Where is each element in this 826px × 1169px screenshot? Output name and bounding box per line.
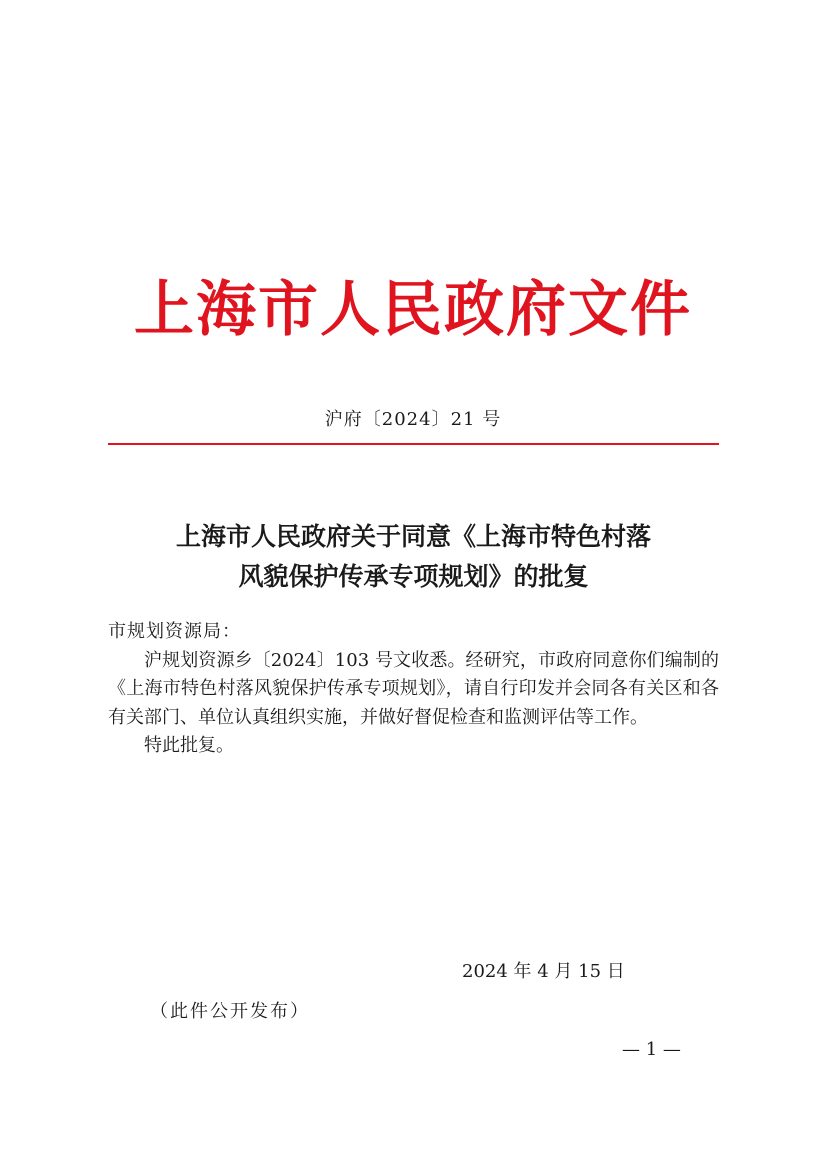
document-body (108, 618, 719, 761)
document-masthead: 上海市人民政府文件 (134, 275, 692, 345)
document-title-line-2: 风貌保护传承专项规划》的批复 (238, 562, 589, 591)
red-divider-line (108, 443, 719, 445)
addressee: 市规划资源局： (108, 621, 241, 642)
document-title (108, 517, 719, 597)
page-number: — 1 — (622, 1039, 681, 1060)
body-paragraph-1: 沪规划资源乡〔2024〕103 号文收悉。经研究，市政府同意你们编制的《上海市特色村落风貌保护传承专项规划》，请自行印发并会同各有关区和各有关部门、单位认真组织实施，并做好督促检查和监测评估等工作。 (108, 649, 719, 728)
public-release-note: （此件公开发布） (150, 1001, 310, 1022)
document-number: 沪府〔2024〕21 号 (324, 409, 502, 430)
body-paragraph-2: 特此批复。 (144, 735, 234, 756)
issue-date: 2024 年 4 月 15 日 (462, 961, 625, 982)
document-title-line-1: 上海市人民政府关于同意《上海市特色村落 (175, 522, 651, 551)
